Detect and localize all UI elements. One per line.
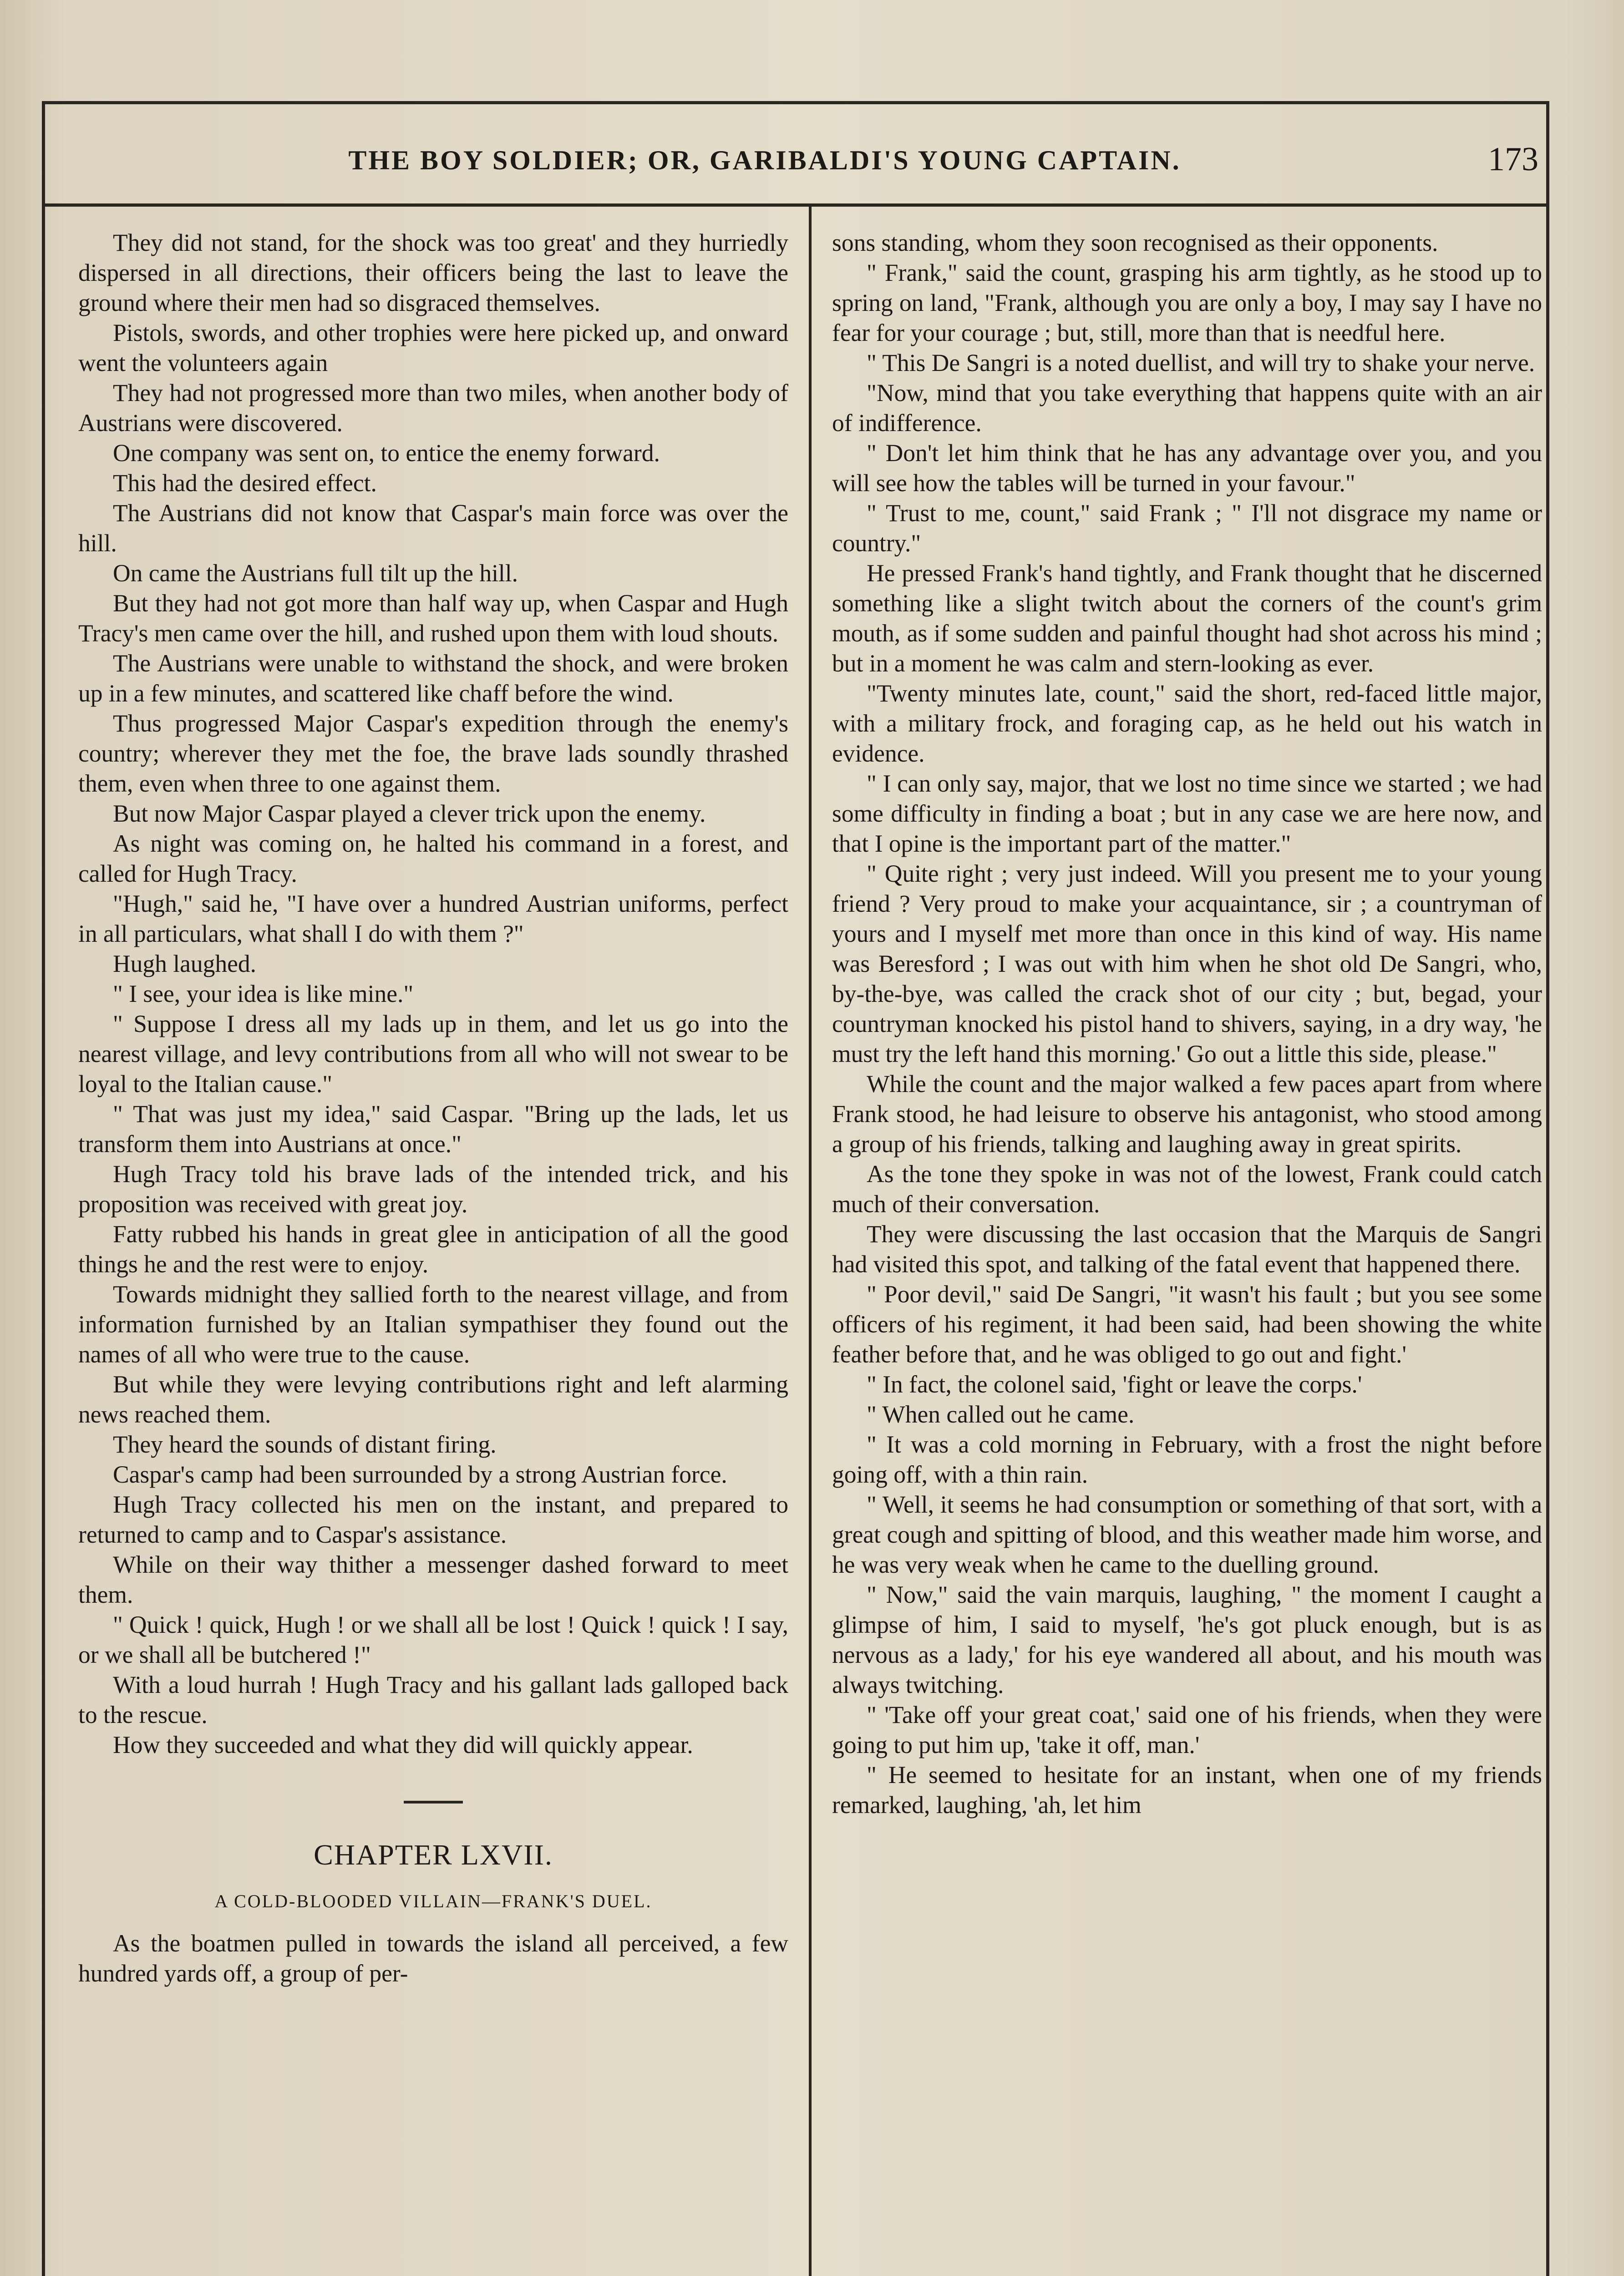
paragraph: " It was a cold morning in February, with a frost the night before going off, with a thin rain. xyxy=(832,1431,1542,1488)
paragraph: " Poor devil," said De Sangri, "it wasn't his fault ; but you see some officers of his regiment, it had been said, had been showing the white feather before that, and he was obliged to go out and fight.' xyxy=(832,1280,1542,1368)
header-rule xyxy=(42,203,1549,207)
paragraph: The Austrians were unable to withstand the shock, and were broken up in a few minutes, and scattered like chaff before the wind. xyxy=(78,650,788,707)
paragraph: "Now, mind that you take everything that happens quite with an air of indifference. xyxy=(832,379,1542,437)
paragraph: But they had not got more than half way up, when Caspar and Hugh Tracy's men came over the hill, and rushed upon them with loud shouts. xyxy=(78,589,788,647)
paragraph: As the boatmen pulled in towards the island all perceived, a few hundred yards off, a group of per- xyxy=(78,1930,788,1987)
paragraph: " Trust to me, count," said Frank ; " I'll not disgrace my name or country." xyxy=(832,499,1542,557)
paragraph: Hugh Tracy collected his men on the instant, and prepared to returned to camp and to Caspar's assistance. xyxy=(78,1491,788,1548)
paragraph: " Now," said the vain marquis, laughing, " the moment I caught a glimpse of him, I said to myself, 'he's got pluck enough, but is as nervous as a lady,' for his eye wandered all about, and his mouth was always twitching. xyxy=(832,1581,1542,1698)
paragraph: They were discussing the last occasion that the Marquis de Sangri had visited this spot, and talking of the fatal event that happened there. xyxy=(832,1220,1542,1278)
paragraph: They heard the sounds of distant firing. xyxy=(113,1431,497,1458)
paragraph: " I see, your idea is like mine." xyxy=(113,980,414,1007)
running-header-title: THE BOY SOLDIER; OR, GARIBALDI'S YOUNG CAPTAIN. xyxy=(348,145,1181,175)
paragraph: " This De Sangri is a noted duellist, and will try to shake your nerve. xyxy=(867,349,1535,376)
paragraph: This had the desired effect. xyxy=(113,469,377,497)
paragraph: " That was just my idea," said Caspar. "Bring up the lads, let us transform them into Austrians at once." xyxy=(78,1100,788,1158)
paragraph: They had not progressed more than two miles, when another body of Austrians were discovered. xyxy=(78,379,788,437)
paragraph: As night was coming on, he halted his command in a forest, and called for Hugh Tracy. xyxy=(78,830,788,887)
paragraph: Fatty rubbed his hands in great glee in anticipation of all the good things he and the rest were to enjoy. xyxy=(78,1220,788,1278)
paragraph: " 'Take off your great coat,' said one of his friends, when they were going to put him up, 'take it off, man.' xyxy=(832,1701,1542,1758)
paragraph: "Twenty minutes late, count," said the short, red-faced little major, with a military frock, and foraging cap, as he held out his watch in evidence. xyxy=(832,680,1542,767)
right-column xyxy=(832,228,1542,1820)
paragraph: " He seemed to hesitate for an instant, when one of my friends remarked, laughing, 'ah, let him xyxy=(832,1761,1542,1819)
paragraph: How they succeeded and what they did will quickly appear. xyxy=(113,1731,693,1758)
paragraph: " Don't let him think that he has any advantage over you, and you will see how the tables will be turned in your favour." xyxy=(832,439,1542,497)
column-divider xyxy=(809,207,812,2276)
chapter-subtitle: A COLD-BLOODED VILLAIN—FRANK'S DUEL. xyxy=(214,1891,652,1911)
paragraph: Towards midnight they sallied forth to the nearest village, and from information furnished by an Italian sympathiser they found out the names of all who were true to the cause. xyxy=(78,1280,788,1368)
paragraph: " In fact, the colonel said, 'fight or leave the corps.' xyxy=(867,1371,1362,1398)
paragraph: Hugh Tracy told his brave lads of the intended trick, and his proposition was received with great joy. xyxy=(78,1160,788,1218)
paragraph: "Hugh," said he, "I have over a hundred Austrian uniforms, perfect in all particulars, what shall I do with them ?" xyxy=(78,890,788,947)
paragraph: " I can only say, major, that we lost no time since we started ; we had some difficulty in finding a boat ; but in any case we are here now, and that I opine is the important part of the matter." xyxy=(832,770,1542,857)
paragraph: On came the Austrians full tilt up the hill. xyxy=(113,559,518,587)
paragraph: " Quick ! quick, Hugh ! or we shall all be lost ! Quick ! quick ! I say, or we shall all be butchered !" xyxy=(78,1611,788,1668)
paragraph: Caspar's camp had been surrounded by a strong Austrian force. xyxy=(113,1461,727,1488)
paragraph: As the tone they spoke in was not of the lowest, Frank could catch much of their conversation. xyxy=(832,1160,1542,1218)
paragraph: " When called out he came. xyxy=(867,1401,1135,1428)
paragraph: " Well, it seems he had consumption or something of that sort, with a great cough and spitting of blood, and this weather made him worse, and he was very weak when he came to the duelling ground. xyxy=(832,1491,1542,1578)
chapter-opening-text xyxy=(78,1928,788,1988)
paragraph: " Quite right ; very just indeed. Will you present me to your young friend ? Very proud to make your acquaintance, sir ; a countryman of yours and I myself met more than once in this kind of way. His name was Beresford ; I was out with him when he shot old De Sangri, who, by-the-bye, was called the crack shot of our city ; but, begad, your countryman knocked his pistol hand to shivers, saying, in a dry way, 'he must try the left hand this morning.' Go out a little this side, please." xyxy=(832,860,1542,1067)
paragraph: But while they were levying contributions right and left alarming news reached them. xyxy=(78,1371,788,1428)
paragraph: The Austrians did not know that Caspar's main force was over the hill. xyxy=(78,499,788,557)
chapter-separator-rule xyxy=(404,1801,463,1804)
page-number: 173 xyxy=(1488,141,1538,178)
paragraph: Pistols, swords, and other trophies were here picked up, and onward went the volunteers again xyxy=(78,319,788,376)
paragraph: With a loud hurrah ! Hugh Tracy and his gallant lads galloped back to the rescue. xyxy=(78,1671,788,1728)
paragraph: Hugh laughed. xyxy=(113,950,256,977)
paragraph: sons standing, whom they soon recognised as their opponents. xyxy=(832,229,1438,256)
paragraph: " Suppose I dress all my lads up in them, and let us go into the nearest village, and levy contributions from all who will not swear to be loyal to the Italian cause." xyxy=(78,1010,788,1097)
paragraph: Thus progressed Major Caspar's expedition through the enemy's country; wherever they met the foe, the brave lads soundly thrashed them, even when three to one against them. xyxy=(78,710,788,797)
chapter-heading: CHAPTER LXVII. xyxy=(314,1839,553,1871)
paragraph: He pressed Frank's hand tightly, and Frank thought that he discerned something like a slight twitch about the corners of the count's grim mouth, as if some sudden and painful thought had shot across his mind ; but in a moment he was calm and stern-looking as ever. xyxy=(832,559,1542,677)
left-column xyxy=(78,228,788,1988)
paragraph: One company was sent on, to entice the enemy forward. xyxy=(113,439,660,467)
left-column-text xyxy=(78,228,788,1760)
paragraph: But now Major Caspar played a clever trick upon the enemy. xyxy=(113,800,706,827)
paragraph: " Frank," said the count, grasping his arm tightly, as he stood up to spring on land, "Frank, although you are only a boy, I may say I have no fear for your courage ; but, still, more than that is needful here. xyxy=(832,259,1542,346)
right-column-text xyxy=(832,228,1542,1820)
paragraph: While on their way thither a messenger dashed forward to meet them. xyxy=(78,1551,788,1608)
paragraph: They did not stand, for the shock was too great' and they hurriedly dispersed in all directions, their officers being the last to leave the ground where their men had so disgraced themselves. xyxy=(78,229,788,316)
paragraph: While the count and the major walked a few paces apart from where Frank stood, he had leisure to observe his antagonist, who stood among a group of his friends, talking and laughing away in great spirits. xyxy=(832,1070,1542,1158)
